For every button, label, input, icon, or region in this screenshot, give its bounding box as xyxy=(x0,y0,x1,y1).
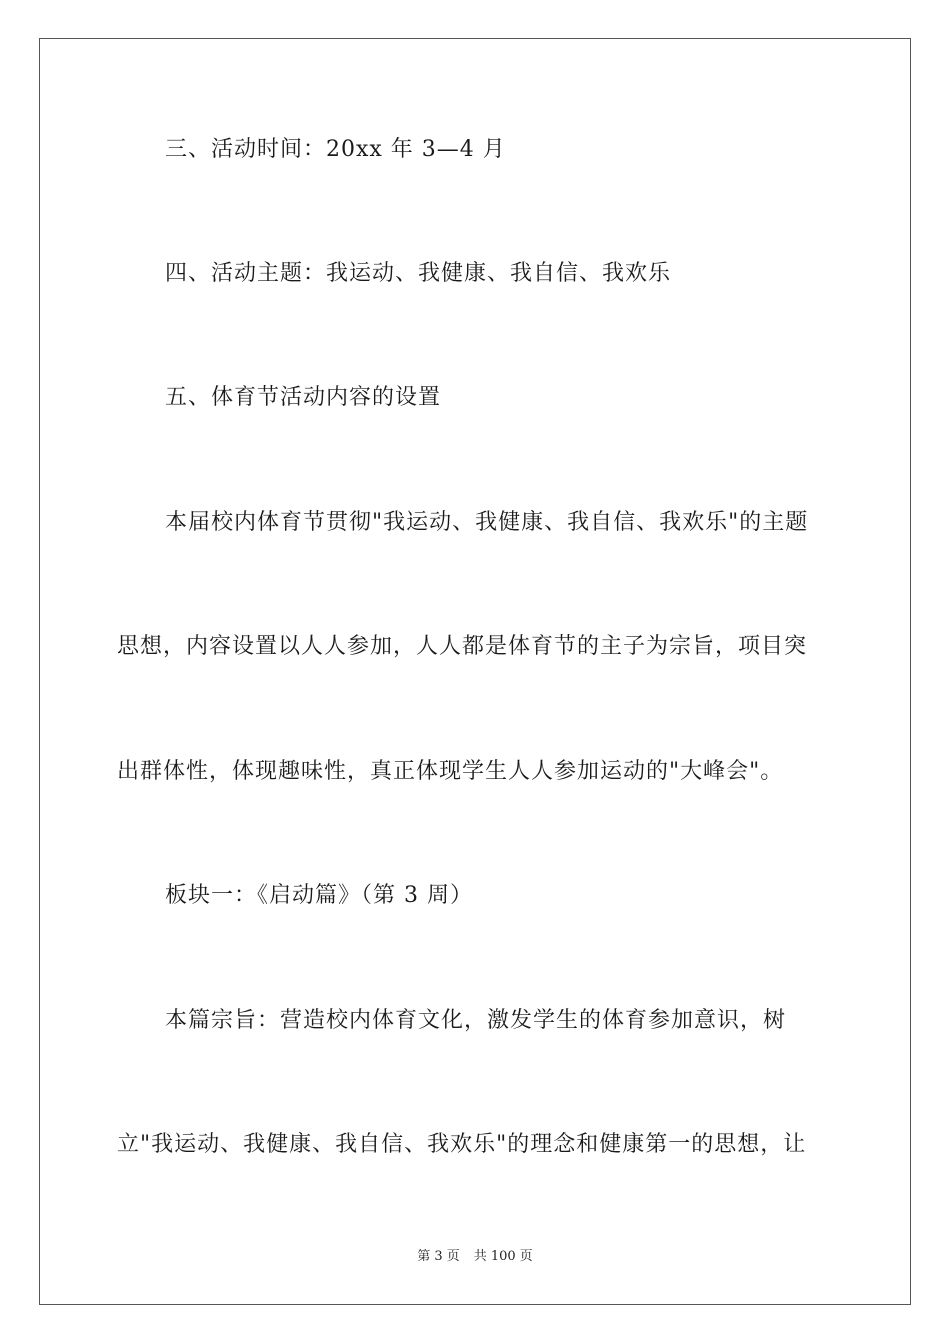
section-heading-launch: 板块一：《启动篇》（第 3 周） xyxy=(165,883,473,908)
paragraph-body-line: 立"我运动、我健康、我自信、我欢乐"的理念和健康第一的思想，让 xyxy=(117,1132,807,1157)
paragraph-activity-time: 三、活动时间：20xx 年 3—4 月 xyxy=(165,137,506,162)
page-footer xyxy=(0,1247,950,1267)
paragraph-body-line: 出群体性，体现趣味性，真正体现学生人人参加运动的"大峰会"。 xyxy=(117,759,784,784)
paragraph-body-line: 思想，内容设置以人人参加，人人都是体育节的主子为宗旨，项目突 xyxy=(117,634,808,659)
page-border xyxy=(39,38,911,1305)
page-total: 共 100 页 xyxy=(473,1249,533,1264)
paragraph-body-line: 本届校内体育节贯彻"我运动、我健康、我自信、我欢乐"的主题 xyxy=(165,510,809,535)
paragraph-activity-theme: 四、活动主题：我运动、我健康、我自信、我欢乐 xyxy=(165,261,672,286)
paragraph-content-heading: 五、体育节活动内容的设置 xyxy=(165,385,442,410)
paragraph-body-line: 本篇宗旨：营造校内体育文化，激发学生的体育参加意识，树 xyxy=(165,1008,787,1033)
page-number: 第 3 页 xyxy=(417,1249,460,1264)
